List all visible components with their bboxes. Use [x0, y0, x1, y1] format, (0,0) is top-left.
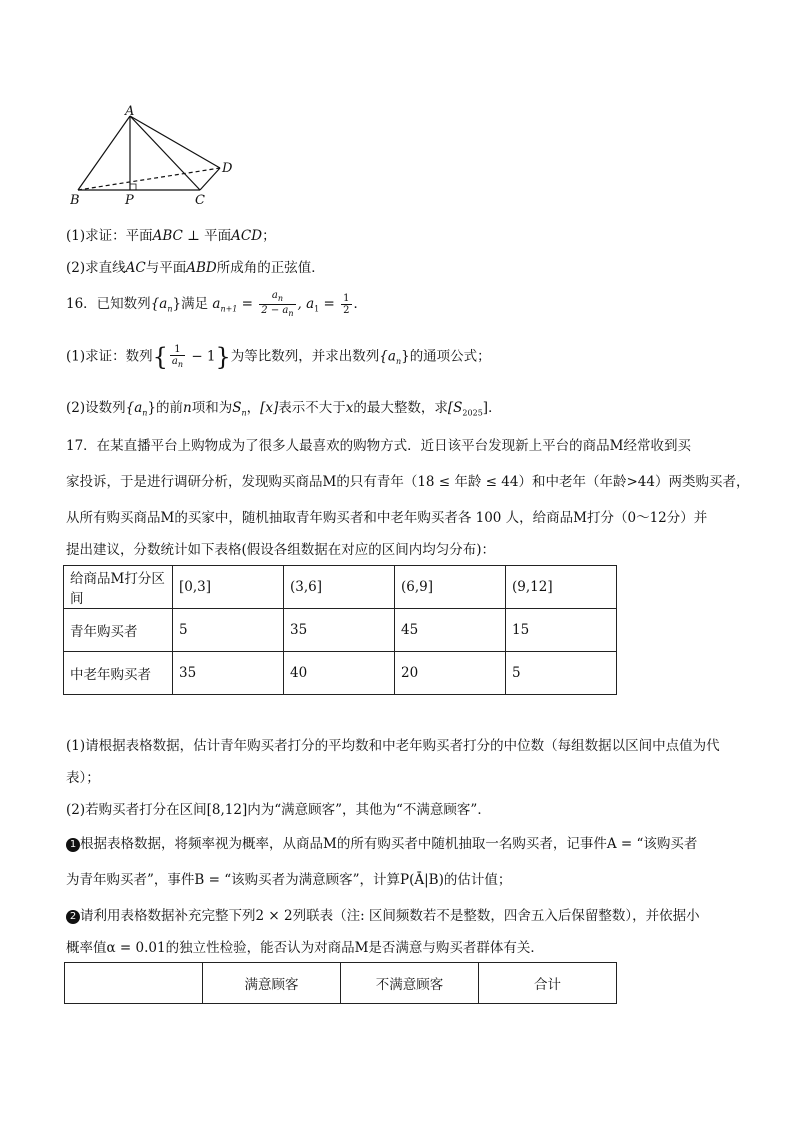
circle-two-marker: 2	[66, 910, 80, 924]
sub: 1	[314, 304, 320, 314]
text: =	[237, 296, 258, 312]
text: ]	[482, 400, 489, 416]
label-b: B	[70, 193, 80, 204]
text: (1)求证：数列	[66, 348, 153, 365]
table-row	[64, 652, 617, 695]
interval-cell: [0,3]	[173, 566, 284, 609]
text: 2	[343, 305, 350, 316]
text: (2)求直线	[66, 260, 126, 276]
text: a	[271, 290, 278, 301]
label-d: D	[222, 161, 233, 176]
right-angle-mark	[130, 184, 136, 190]
score-table	[63, 565, 617, 695]
text: (2)设数列	[66, 400, 126, 416]
target: [S	[447, 400, 463, 416]
table-header-cell	[65, 963, 203, 1004]
sub: n	[142, 408, 148, 418]
text: ；	[262, 228, 276, 244]
sub: n+1	[220, 304, 238, 314]
plane-abc: ABC	[152, 228, 183, 244]
edge-ad	[130, 116, 220, 168]
text: − 1	[187, 348, 216, 365]
table-cell: 35	[173, 652, 284, 695]
q16-part1	[66, 344, 491, 372]
q17-line2: 家投诉，于是进行调研分析，发现购买商品M的只有青年（18 ≤ 年龄 ≤ 44）和中老年（年龄>44）两类购买者，	[66, 474, 750, 490]
brace-open: {	[152, 343, 168, 371]
sub: n	[395, 357, 402, 367]
table-cell: 20	[395, 652, 506, 695]
interval-cell: (9,12]	[506, 566, 617, 609]
text: }	[172, 296, 182, 312]
text: (1)求证：平面	[66, 228, 153, 244]
table-cell: 40	[284, 652, 395, 695]
text: 满足	[181, 296, 209, 312]
q17-part1: (1)请根据表格数据，估计青年购买者打分的平均数和中老年购买者打分的中位数（每组数据以区间中点值为代表）；	[66, 738, 720, 786]
text: 请利用表格数据补充完整下列2 × 2列联表（注: 区间频数若不是整数，四舍五入后保留整数），并依据小	[80, 908, 700, 924]
circle-one-marker: 1	[66, 838, 80, 852]
text: 的通项公式；	[409, 348, 491, 365]
interval-cell: (6,9]	[395, 566, 506, 609]
label-a: A	[125, 104, 135, 119]
text: 的前	[156, 400, 184, 416]
text: }	[147, 400, 157, 416]
q17-line1: 17．在某直播平台上购物成为了很多人最喜欢的购物方式．近日该平台发现新上平台的商品M经常收到买	[66, 438, 691, 454]
edge-cd	[200, 168, 220, 190]
recurrence-fraction	[259, 290, 295, 319]
var-n: n	[183, 400, 192, 416]
table-cell: 5	[506, 652, 617, 695]
reciprocal-fraction	[170, 344, 185, 370]
label-p: P	[125, 193, 134, 204]
table-cell: 45	[395, 609, 506, 652]
table-header-cell: 合计	[479, 963, 617, 1004]
row-label: 青年购买者	[64, 609, 173, 652]
table-cell: 15	[506, 609, 617, 652]
var-x: x	[345, 400, 354, 416]
sub: n	[167, 304, 173, 314]
sub: 2025	[462, 408, 483, 418]
sub: n	[277, 294, 283, 303]
seq: {a	[125, 400, 143, 416]
table-row	[64, 609, 617, 652]
edge-ab	[78, 116, 130, 190]
text: ，	[246, 400, 261, 416]
sum-s: S	[232, 400, 242, 416]
text: 1	[170, 344, 185, 356]
text: 与平面	[145, 260, 187, 276]
table-cell: 35	[284, 609, 395, 652]
table-header-cell: 满意顾客	[203, 963, 341, 1004]
text: ．	[353, 296, 368, 312]
line-ac: AC	[125, 260, 146, 276]
term: a	[212, 296, 221, 312]
seq: {a	[379, 348, 396, 365]
q17-c2-line1	[66, 906, 700, 926]
text: 项和为	[191, 400, 233, 416]
q17-line3: 从所有购买商品M的买家中，随机抽取青年购买者和中老年购买者各 100 人，给商品M打分（0～12分）并	[66, 510, 708, 526]
text: 为等比数列，并求出数列	[230, 348, 380, 365]
q17-line4: 提出建议，分数统计如下表格(假设各组数据在对应的区间内均匀分布)：	[66, 542, 496, 558]
plane-acd: ACD	[231, 228, 263, 244]
label-c: C	[195, 193, 205, 204]
pyramid-figure	[70, 104, 245, 204]
q17-c1-line1	[66, 834, 697, 854]
row-label: 中老年购买者	[64, 652, 173, 695]
q17-c2-line2: 概率值α = 0.01的独立性检验，能否认为对商品M是否满意与购买者群体有关．	[66, 940, 544, 956]
q15-part1	[66, 226, 276, 246]
text: 平面	[204, 228, 232, 244]
floor-x: [x]	[260, 400, 279, 416]
text: ．	[488, 400, 502, 416]
interval-cell: (3,6]	[284, 566, 395, 609]
q16-part2	[66, 398, 502, 424]
table-header-cell: 不满意顾客	[341, 963, 479, 1004]
q17-c1-line2: 为青年购买者”，事件B = “该购买者为满意顾客”，计算P(Ā|B)的估计值；	[66, 872, 512, 888]
text: 根据表格数据，将频率视为概率，从商品M的所有购买者中随机抽取一名购买者，记事件A = “该购买者	[80, 836, 698, 852]
table-row	[64, 566, 617, 609]
q15-part2	[66, 258, 325, 278]
plane-abd: ABD	[186, 260, 217, 276]
sub: n	[288, 309, 294, 318]
q16-stem	[66, 290, 367, 320]
edge-bd-hidden	[78, 168, 220, 190]
text: , a	[297, 296, 315, 312]
table-row	[65, 963, 617, 1004]
text: 1	[343, 293, 350, 304]
contingency-table	[64, 962, 617, 1004]
sub: n	[177, 360, 184, 369]
text: =	[319, 296, 340, 312]
text: }	[401, 348, 410, 365]
sub: n	[241, 408, 247, 418]
text: 2 − a	[261, 305, 289, 316]
table-cell: 5	[173, 609, 284, 652]
seq: {a	[150, 296, 168, 312]
text: 所成角的正弦值．	[216, 260, 325, 276]
edge-ac	[130, 116, 200, 190]
header-label: 给商品M打分区间	[64, 566, 173, 609]
text: a	[171, 356, 178, 367]
brace-close: }	[215, 343, 231, 371]
text: 的最大整数，求	[353, 400, 448, 416]
text: 表示不大于	[278, 400, 346, 416]
q17-part2: (2)若购买者打分在区间[8,12]内为“满意顾客”，其他为“不满意顾客”．	[66, 802, 491, 818]
text: 16．已知数列	[66, 296, 151, 312]
perp-symbol: ⊥	[182, 228, 205, 244]
half-fraction	[341, 293, 351, 316]
